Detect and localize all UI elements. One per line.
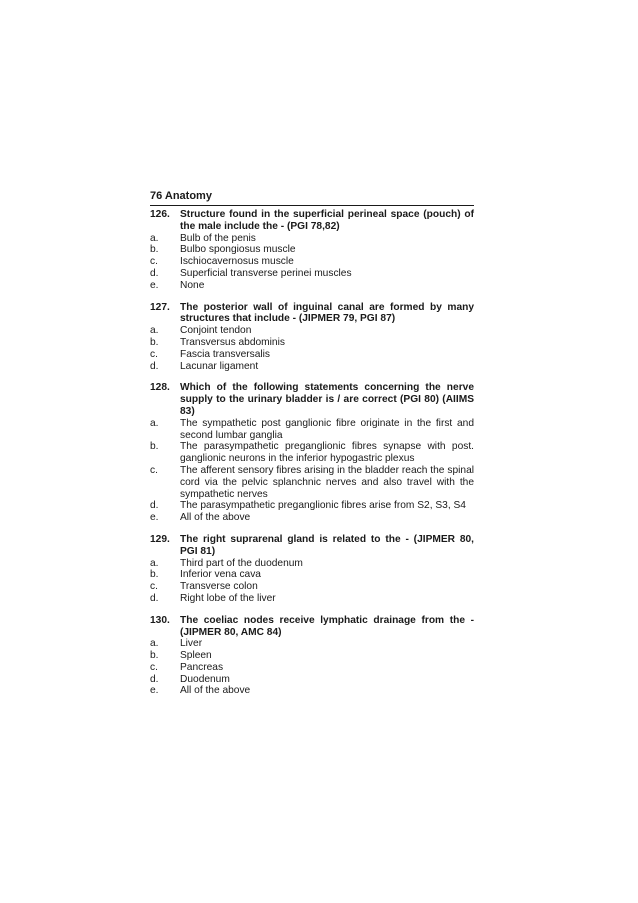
option-a (150, 558, 474, 570)
question-text: The coeliac nodes receive lymphatic drainage from the - (JIPMER 80, AMC 84) (180, 614, 474, 638)
option-text: Fascia transversalis (180, 348, 271, 360)
question-128 (150, 382, 474, 524)
question-text: Which of the following statements concerning the nerve supply to the urinary bladder is / are correct (PGI 80) (AIIMS 83) (180, 382, 474, 417)
option-a (150, 638, 474, 650)
question-text: The right suprarenal gland is related to the - (JIPMER 80, PGI 81) (180, 533, 474, 557)
option-text: None (180, 279, 205, 291)
option-e (150, 512, 474, 524)
question-129 (150, 534, 474, 605)
option-text: Transverse colon (180, 581, 258, 593)
option-d (150, 268, 474, 280)
option-e (150, 280, 474, 292)
option-d (150, 674, 474, 686)
option-text: The parasympathetic preganglionic fibres arise from S2, S3, S4 (180, 500, 466, 512)
question-stem (150, 382, 474, 417)
question-stem (150, 209, 474, 233)
question-text: Structure found in the superficial perineal space (pouch) of the male include the - (PGI 78,82) (180, 209, 474, 232)
option-text: Spleen (180, 650, 212, 662)
question-130 (150, 615, 474, 698)
option-label: a. (150, 417, 159, 429)
option-label: c. (150, 348, 158, 360)
option-a (150, 418, 474, 442)
option-label: c. (150, 464, 158, 476)
running-header: 76 Anatomy (150, 191, 474, 206)
question-127 (150, 302, 474, 373)
option-d (150, 593, 474, 605)
option-text: Liver (180, 638, 203, 650)
option-text: Right lobe of the liver (180, 592, 276, 604)
option-b (150, 569, 474, 581)
option-text: The afferent sensory fibres arising in the bladder reach the spinal cord via the pelvic splanchnic nerves and also travel with the sympathetic nerves (180, 464, 474, 500)
option-label: a. (150, 638, 159, 650)
option-text: Duodenum (180, 673, 230, 685)
option-label: a. (150, 325, 159, 337)
option-label: b. (150, 336, 159, 348)
option-text: Third part of the duodenum (180, 557, 303, 569)
option-d (150, 361, 474, 373)
option-a (150, 233, 474, 245)
option-label: e. (150, 279, 159, 291)
option-text: Lacunar ligament (180, 360, 259, 372)
option-c (150, 662, 474, 674)
option-text: All of the above (180, 512, 251, 524)
option-d (150, 500, 474, 512)
option-label: b. (150, 441, 159, 453)
option-b (150, 441, 474, 465)
option-label: d. (150, 592, 159, 604)
option-label: d. (150, 267, 159, 279)
option-c (150, 465, 474, 500)
option-label: c. (150, 581, 158, 593)
option-label: b. (150, 569, 159, 581)
option-b (150, 244, 474, 256)
question-text: The posterior wall of inguinal canal are formed by many structures that include - (JIPMER 79, PGI 87) (180, 301, 474, 325)
option-text: Inferior vena cava (180, 569, 261, 581)
option-text: Ischiocavernosus muscle (180, 256, 294, 268)
option-label: b. (150, 650, 159, 662)
option-label: d. (150, 673, 159, 685)
option-a (150, 325, 474, 337)
option-text: All of the above (180, 685, 251, 697)
question-number: 126. (150, 209, 170, 220)
question-stem (150, 534, 474, 558)
option-b (150, 650, 474, 662)
option-text: Pancreas (180, 661, 224, 673)
question-stem (150, 302, 474, 326)
question-number: 127. (150, 301, 170, 313)
option-label: c. (150, 661, 158, 673)
book-page (150, 191, 474, 697)
question-number: 128. (150, 382, 170, 394)
question-stem (150, 615, 474, 639)
option-text: The parasympathetic preganglionic fibres synapse with post. ganglionic neurons in the inferior hypogastric plexus (180, 441, 474, 465)
option-label: e. (150, 685, 159, 697)
option-label: d. (150, 360, 159, 372)
option-text: Bulb of the penis (180, 232, 256, 244)
option-label: b. (150, 244, 159, 256)
option-b (150, 337, 474, 349)
option-text: The sympathetic post ganglionic fibre originate in the first and second lumbar ganglia (180, 417, 474, 441)
option-c (150, 256, 474, 268)
option-text: Conjoint tendon (180, 325, 252, 337)
option-label: d. (150, 500, 159, 512)
option-e (150, 685, 474, 697)
option-c (150, 581, 474, 593)
option-c (150, 349, 474, 361)
option-label: a. (150, 232, 159, 244)
option-label: e. (150, 512, 159, 524)
option-text: Superficial transverse perinei muscles (180, 267, 352, 279)
option-text: Transversus abdominis (180, 336, 285, 348)
option-label: a. (150, 557, 159, 569)
question-126 (150, 209, 474, 292)
option-text: Bulbo spongiosus muscle (180, 244, 296, 256)
option-label: c. (150, 256, 158, 268)
question-number: 130. (150, 614, 170, 626)
question-number: 129. (150, 533, 170, 545)
